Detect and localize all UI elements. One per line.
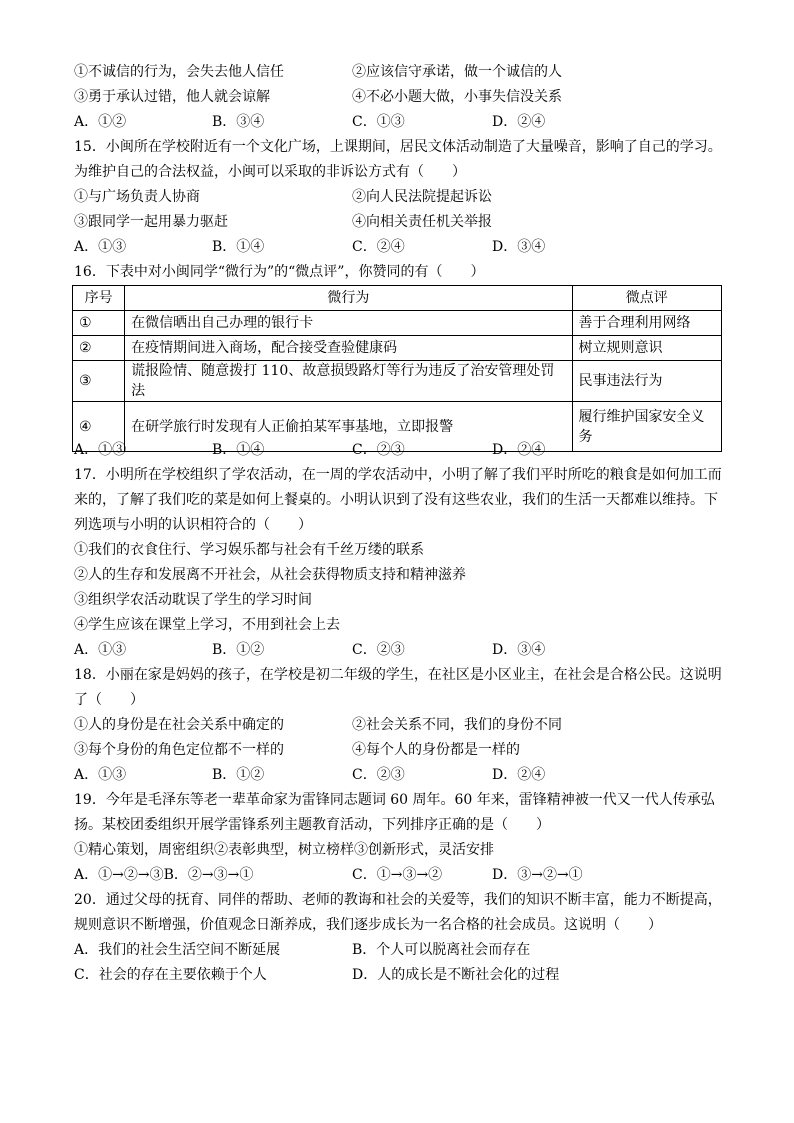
q14-statement-1: ①不诚信的行为，会失去他人信任 <box>74 64 284 80</box>
q17-choice-b[interactable]: B．①② <box>212 642 265 658</box>
table-row <box>73 336 722 361</box>
q17-stem-line-2: 来的，了解了我们吃的菜是如何上餐桌的。小明认识到了没有这些农业，我们的生活一天都难以维持。下 <box>74 492 718 508</box>
q14-choice-d[interactable]: D．②④ <box>492 114 546 130</box>
q15-stem-line-1: 15．小闽所在学校附近有一个文化广场，上课期间，居民文体活动制造了大量噪音，影响了自己的学习。 <box>74 139 722 155</box>
table-row <box>73 311 722 336</box>
row-comment: 树立规则意识 <box>572 336 721 361</box>
row-number: ① <box>73 311 125 336</box>
row-behavior: 在疫情期间进入商场，配合接受查验健康码 <box>125 336 572 361</box>
table-header-comment: 微点评 <box>572 286 721 311</box>
q18-choice-b[interactable]: B．①② <box>212 767 265 783</box>
row-behavior: 在微信晒出自己办理的银行卡 <box>125 311 572 336</box>
row-behavior: 谎报险情、随意拨打 110、故意损毁路灯等行为违反了治安管理处罚法 <box>125 361 572 402</box>
q20-choice-c[interactable]: C．社会的存在主要依赖于个人 <box>74 967 267 983</box>
q15-statement-3: ③跟同学一起用暴力驱赶 <box>74 214 228 230</box>
q16-stem: 16．下表中对小闽同学“微行为”的“微点评”，你赞同的有（ ） <box>74 264 485 280</box>
q17-statement-1: ①我们的衣食住行、学习娱乐都与社会有千丝万缕的联系 <box>74 542 424 558</box>
q14-statement-4: ④不必小题大做，小事失信没关系 <box>352 89 562 105</box>
row-comment: 善于合理利用网络 <box>572 311 721 336</box>
q15-statement-2: ②向人民法院提起诉讼 <box>352 189 492 205</box>
q17-statement-3: ③组织学农活动耽误了学生的学习时间 <box>74 592 312 608</box>
q17-statement-4: ④学生应该在课堂上学习，不用到社会上去 <box>74 617 340 633</box>
q14-choice-c[interactable]: C．①③ <box>352 114 405 130</box>
q19-choice-d[interactable]: D．③→②→① <box>492 867 583 883</box>
q17-stem-line-3: 列选项与小明的认识相符合的（ ） <box>74 517 312 533</box>
q19-statement: ①精心策划，周密组织②表彰典型，树立榜样③创新形式，灵活安排 <box>74 842 494 858</box>
q14-statement-2: ②应该信守承诺，做一个诚信的人 <box>352 64 562 80</box>
q19-choice-c[interactable]: C．①→③→② <box>352 867 443 883</box>
q18-choice-d[interactable]: D．②④ <box>492 767 546 783</box>
q15-statement-4: ④向相关责任机关举报 <box>352 214 492 230</box>
q16-choice-d[interactable]: D．②④ <box>492 442 546 458</box>
q15-choice-a[interactable]: A．①③ <box>74 239 127 255</box>
row-number: ④ <box>73 402 125 452</box>
q18-choice-a[interactable]: A．①③ <box>74 767 127 783</box>
q14-choice-a[interactable]: A．①② <box>74 114 127 130</box>
q18-statement-4: ④每个人的身份都是一样的 <box>352 742 520 758</box>
q16-choice-b[interactable]: B．①④ <box>212 442 265 458</box>
q15-statement-1: ①与广场负责人协商 <box>74 189 200 205</box>
row-behavior: 在研学旅行时发现有人正偷拍某军事基地，立即报警 <box>125 402 572 452</box>
q16-choice-a[interactable]: A．①③ <box>74 442 127 458</box>
q17-statement-2: ②人的生存和发展离不开社会，从社会获得物质支持和精神滋养 <box>74 567 466 583</box>
q15-choice-c[interactable]: C．②④ <box>352 239 405 255</box>
q20-choice-b[interactable]: B．个人可以脱离社会而存在 <box>352 942 531 958</box>
row-comment: 履行维护国家安全义务 <box>572 402 721 452</box>
q18-statement-3: ③每个身份的角色定位都不一样的 <box>74 742 284 758</box>
q17-stem-line-1: 17．小明所在学校组织了学农活动，在一周的学农活动中，小明了解了我们平时所吃的粮食是如何加工而 <box>74 467 722 483</box>
q14-choice-b[interactable]: B．③④ <box>212 114 265 130</box>
row-number: ③ <box>73 361 125 402</box>
q20-choice-d[interactable]: D．人的成长是不断社会化的过程 <box>352 967 560 983</box>
q17-choice-d[interactable]: D．③④ <box>492 642 546 658</box>
row-comment: 民事违法行为 <box>572 361 721 402</box>
q19-stem-line-1: 19．今年是毛泽东等老一辈革命家为雷锋同志题词 60 周年。60 年来，雷锋精神被一代又一代人传承弘 <box>74 792 715 808</box>
table-row <box>73 361 722 402</box>
q19-stem-line-2: 扬。某校团委组织开展学雷锋系列主题教育活动，下列排序正确的是（ ） <box>74 817 550 833</box>
q20-stem-line-2: 规则意识不断增强，价值观念日渐养成，我们逐步成长为一名合格的社会成员。这说明（ ） <box>74 917 662 933</box>
q20-choice-a[interactable]: A．我们的社会生活空间不断延展 <box>74 942 281 958</box>
q18-stem-line-1: 18．小丽在家是妈妈的孩子，在学校是初二年级的学生，在社区是小区业主，在社会是合格公民。这说明 <box>74 667 722 683</box>
table-header-behavior: 微行为 <box>125 286 572 311</box>
table-header-number: 序号 <box>73 286 125 311</box>
q18-statement-1: ①人的身份是在社会关系中确定的 <box>74 717 284 733</box>
q17-choice-c[interactable]: C．②③ <box>352 642 405 658</box>
q18-stem-line-2: 了（ ） <box>74 692 144 708</box>
q20-stem-line-1: 20．通过父母的抚育、同伴的帮助、老师的教诲和社会的关爱等，我们的知识不断丰富，能力不断提高， <box>74 892 722 908</box>
q18-statement-2: ②社会关系不同，我们的身份不同 <box>352 717 562 733</box>
q16-choice-c[interactable]: C．②③ <box>352 442 405 458</box>
q15-stem-line-2: 为维护自己的合法权益，小闽可以采取的非诉讼方式有（ ） <box>74 164 466 180</box>
q18-choice-c[interactable]: C．②③ <box>352 767 405 783</box>
q14-statement-3: ③勇于承认过错，他人就会谅解 <box>74 89 270 105</box>
q15-choice-d[interactable]: D．③④ <box>492 239 546 255</box>
q16-table <box>72 285 722 452</box>
q17-choice-a[interactable]: A．①③ <box>74 642 127 658</box>
q15-choice-b[interactable]: B．①④ <box>212 239 265 255</box>
q19-choice-a-b[interactable]: A．①→②→③B．②→③→① <box>74 867 254 883</box>
row-number: ② <box>73 336 125 361</box>
